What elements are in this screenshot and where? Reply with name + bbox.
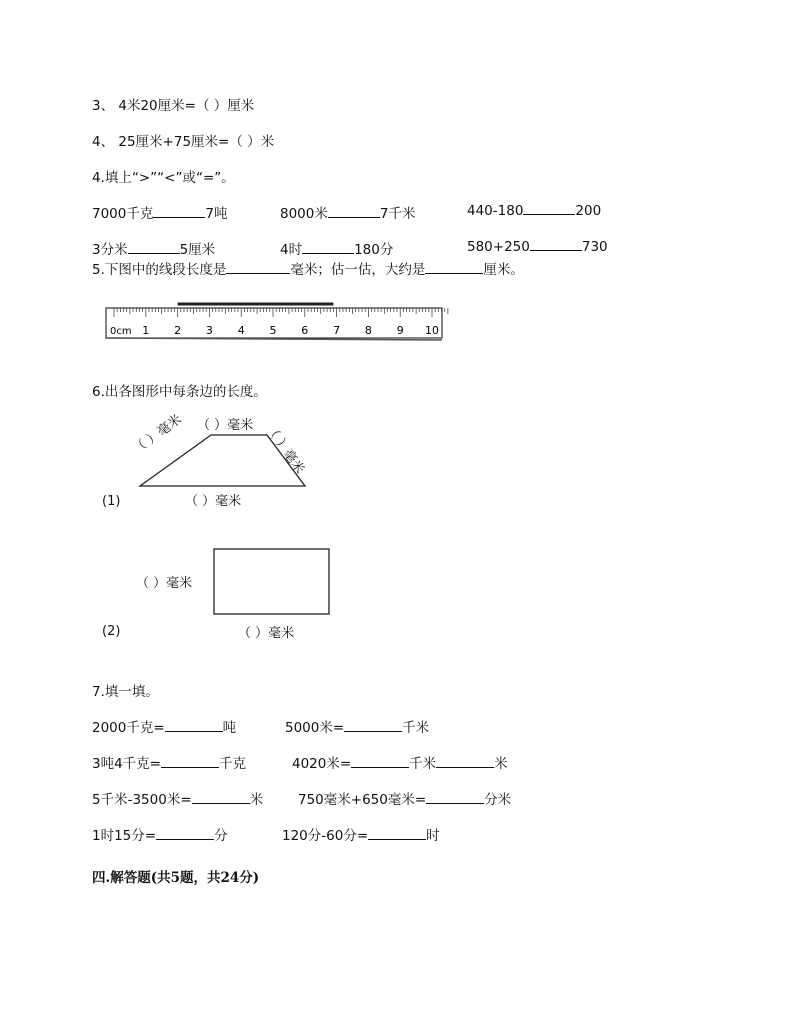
fill-item: 3吨4千克= 千克 — [92, 756, 246, 772]
ruler-tick-label: 6 — [301, 324, 309, 337]
figure-1-label: (1) — [102, 494, 121, 509]
compare-item: 440-180 200 — [467, 203, 602, 219]
fill-item: 5000米= 千米 — [285, 720, 430, 736]
answer-blank[interactable] — [523, 202, 575, 215]
answer-blank[interactable] — [436, 755, 494, 768]
rectangle-shape — [214, 549, 329, 614]
section-4-heading: 四.解答题(共5题，共24分) — [92, 870, 260, 886]
answer-blank[interactable] — [192, 791, 250, 804]
ruler-tick-label: 8 — [364, 324, 372, 337]
question-5: 5.下图中的线段长度是 毫米；估一估，大约是 厘米。 — [92, 262, 524, 278]
question-3: 3、 4米20厘米=（ ）厘米 — [92, 98, 255, 114]
rectangle-figure — [212, 548, 332, 618]
fill-item: 1时15分= 分 — [92, 828, 228, 844]
fill-item: 750毫米+650毫米= 分米 — [298, 792, 512, 808]
ruler — [100, 296, 450, 348]
ruler-unit-label: 0cm — [110, 326, 132, 337]
compare-item: 3分米 5厘米 — [92, 242, 216, 258]
ruler-tick-label: 2 — [174, 324, 182, 337]
ruler-tick-label: 7 — [333, 324, 341, 337]
question-6-title: 6.出各图形中每条边的长度。 — [92, 384, 267, 400]
ruler-tick-label: 10 — [425, 324, 439, 337]
trapezoid-left-label: （ ）毫米 — [130, 412, 185, 458]
answer-blank[interactable] — [156, 827, 214, 840]
answer-blank[interactable] — [426, 791, 484, 804]
figure-2-label: (2) — [102, 624, 121, 639]
answer-blank[interactable] — [161, 755, 219, 768]
compare-item: 8000米 7千米 — [280, 206, 416, 222]
rectangle-left-label: （ ）毫米 — [136, 576, 193, 591]
compare-item: 7000千克 7吨 — [92, 206, 228, 222]
answer-blank[interactable] — [344, 719, 402, 732]
fill-item: 120分-60分= 时 — [282, 828, 440, 844]
answer-blank[interactable] — [530, 238, 582, 251]
question-7-title: 7.填一填。 — [92, 684, 159, 700]
trapezoid-top-label: （ ）毫米 — [197, 418, 254, 433]
answer-blank[interactable] — [153, 205, 205, 218]
fill-item: 4020米= 千米 米 — [292, 756, 508, 772]
ruler-tick-label: 5 — [269, 324, 277, 337]
ruler-tick-label: 4 — [237, 324, 245, 337]
ruler-tick-label: 9 — [396, 324, 404, 337]
answer-blank[interactable] — [368, 827, 426, 840]
answer-blank[interactable] — [165, 719, 223, 732]
compare-item: 4时 180分 — [280, 242, 394, 258]
question-4-title: 4.填上“>”“<”或“=”。 — [92, 170, 235, 186]
fill-item: 5千米-3500米= 米 — [92, 792, 264, 808]
trapezoid-right-label: （ ）毫米 — [262, 422, 307, 477]
answer-blank[interactable] — [302, 241, 354, 254]
trapezoid-bottom-label: （ ）毫米 — [185, 494, 242, 509]
answer-blank[interactable] — [351, 755, 409, 768]
rectangle-bottom-label: （ ）毫米 — [238, 626, 295, 641]
ruler-tick-label: 1 — [142, 324, 150, 337]
fill-item: 2000千克= 吨 — [92, 720, 237, 736]
question-4a: 4、 25厘米+75厘米=（ ）米 — [92, 134, 275, 150]
answer-blank[interactable] — [328, 205, 380, 218]
answer-blank[interactable] — [128, 241, 180, 254]
answer-blank[interactable] — [226, 261, 290, 274]
answer-blank[interactable] — [425, 261, 483, 274]
ruler-tick-label: 3 — [205, 324, 213, 337]
compare-item: 580+250 730 — [467, 239, 608, 255]
